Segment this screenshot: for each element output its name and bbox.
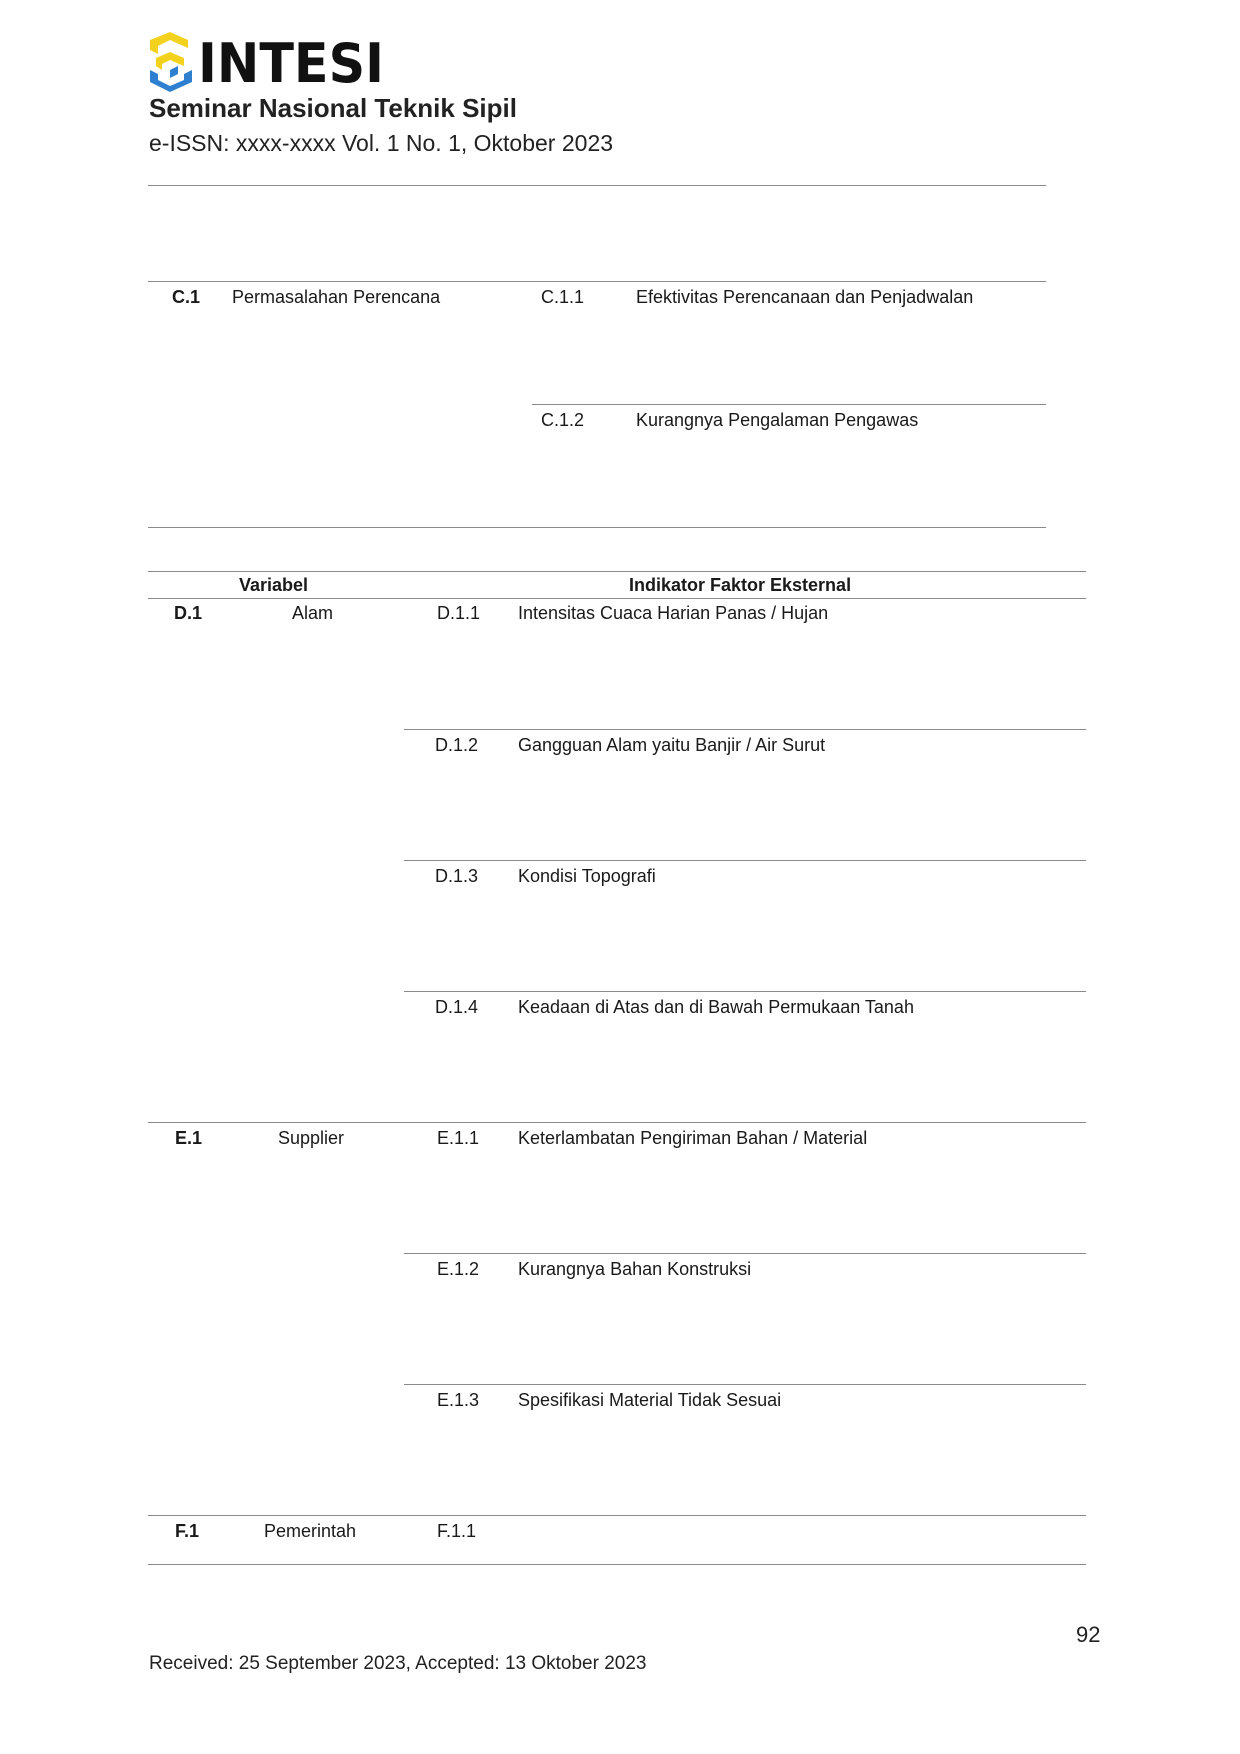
column-header-indicator: Indikator Faktor Eksternal — [629, 575, 852, 595]
indicator-label: Kurangnya Pengalaman Pengawas — [636, 410, 919, 430]
variable-name: Pemerintah — [264, 1521, 357, 1541]
intesi-logo-icon — [148, 30, 388, 92]
variable-code: D.1 — [174, 603, 203, 623]
indicator-code: E.1.3 — [437, 1390, 480, 1410]
issn-line: e-ISSN: xxxx-xxxx Vol. 1 No. 1, Oktober 2023 — [149, 130, 614, 156]
row-rule — [404, 991, 1086, 992]
group-rule — [148, 1515, 1086, 1516]
indicator-label: Spesifikasi Material Tidak Sesuai — [518, 1390, 782, 1410]
indicator-code: D.1.3 — [435, 866, 479, 886]
table-top-rule — [148, 571, 1086, 572]
table-bottom-rule — [148, 1564, 1086, 1565]
variable-name: Supplier — [278, 1128, 345, 1148]
indicator-code: D.1.2 — [435, 735, 479, 755]
table-c-top-rule — [148, 281, 1046, 282]
indicator-code: D.1.1 — [437, 603, 481, 623]
indicator-label: Kondisi Topografi — [518, 866, 656, 886]
table-c-bottom-rule — [148, 527, 1046, 528]
intesi-logo — [148, 30, 388, 92]
journal-title: Seminar Nasional Teknik Sipil — [149, 93, 517, 123]
variable-name: Alam — [292, 603, 334, 623]
row-rule — [404, 729, 1086, 730]
indicator-label: Kurangnya Bahan Konstruksi — [518, 1259, 752, 1279]
table-header-rule — [148, 598, 1086, 599]
indicator-label: Gangguan Alam yaitu Banjir / Air Surut — [518, 735, 826, 755]
page-number: 92 — [1076, 1622, 1101, 1647]
indicator-label: Intensitas Cuaca Harian Panas / Hujan — [518, 603, 829, 623]
column-header-variable: Variabel — [239, 575, 309, 595]
indicator-code: F.1.1 — [437, 1521, 477, 1541]
variable-name: Permasalahan Perencana — [232, 287, 441, 307]
indicator-code: E.1.2 — [437, 1259, 480, 1279]
variable-code: F.1 — [175, 1521, 200, 1541]
row-rule — [404, 860, 1086, 861]
logo-wordmark: INTESI — [198, 32, 384, 92]
row-rule — [404, 1253, 1086, 1254]
indicator-code: C.1.1 — [541, 287, 585, 307]
variable-code: E.1 — [175, 1128, 203, 1148]
indicator-code: C.1.2 — [541, 410, 585, 430]
indicator-label: Keadaan di Atas dan di Bawah Permukaan Tanah — [518, 997, 914, 1017]
row-rule — [404, 1384, 1086, 1385]
variable-code: C.1 — [172, 287, 201, 307]
indicator-label: Efektivitas Perencanaan dan Penjadwalan — [636, 287, 974, 307]
indicator-label: Keterlambatan Pengiriman Bahan / Material — [518, 1128, 868, 1148]
header-rule — [148, 185, 1046, 186]
received-line: Received: 25 September 2023, Accepted: 13 Oktober 2023 — [149, 1653, 647, 1674]
indicator-code: E.1.1 — [437, 1128, 480, 1148]
indicator-code: D.1.4 — [435, 997, 479, 1017]
group-rule — [148, 1122, 1086, 1123]
table-c-row-rule — [532, 404, 1046, 405]
